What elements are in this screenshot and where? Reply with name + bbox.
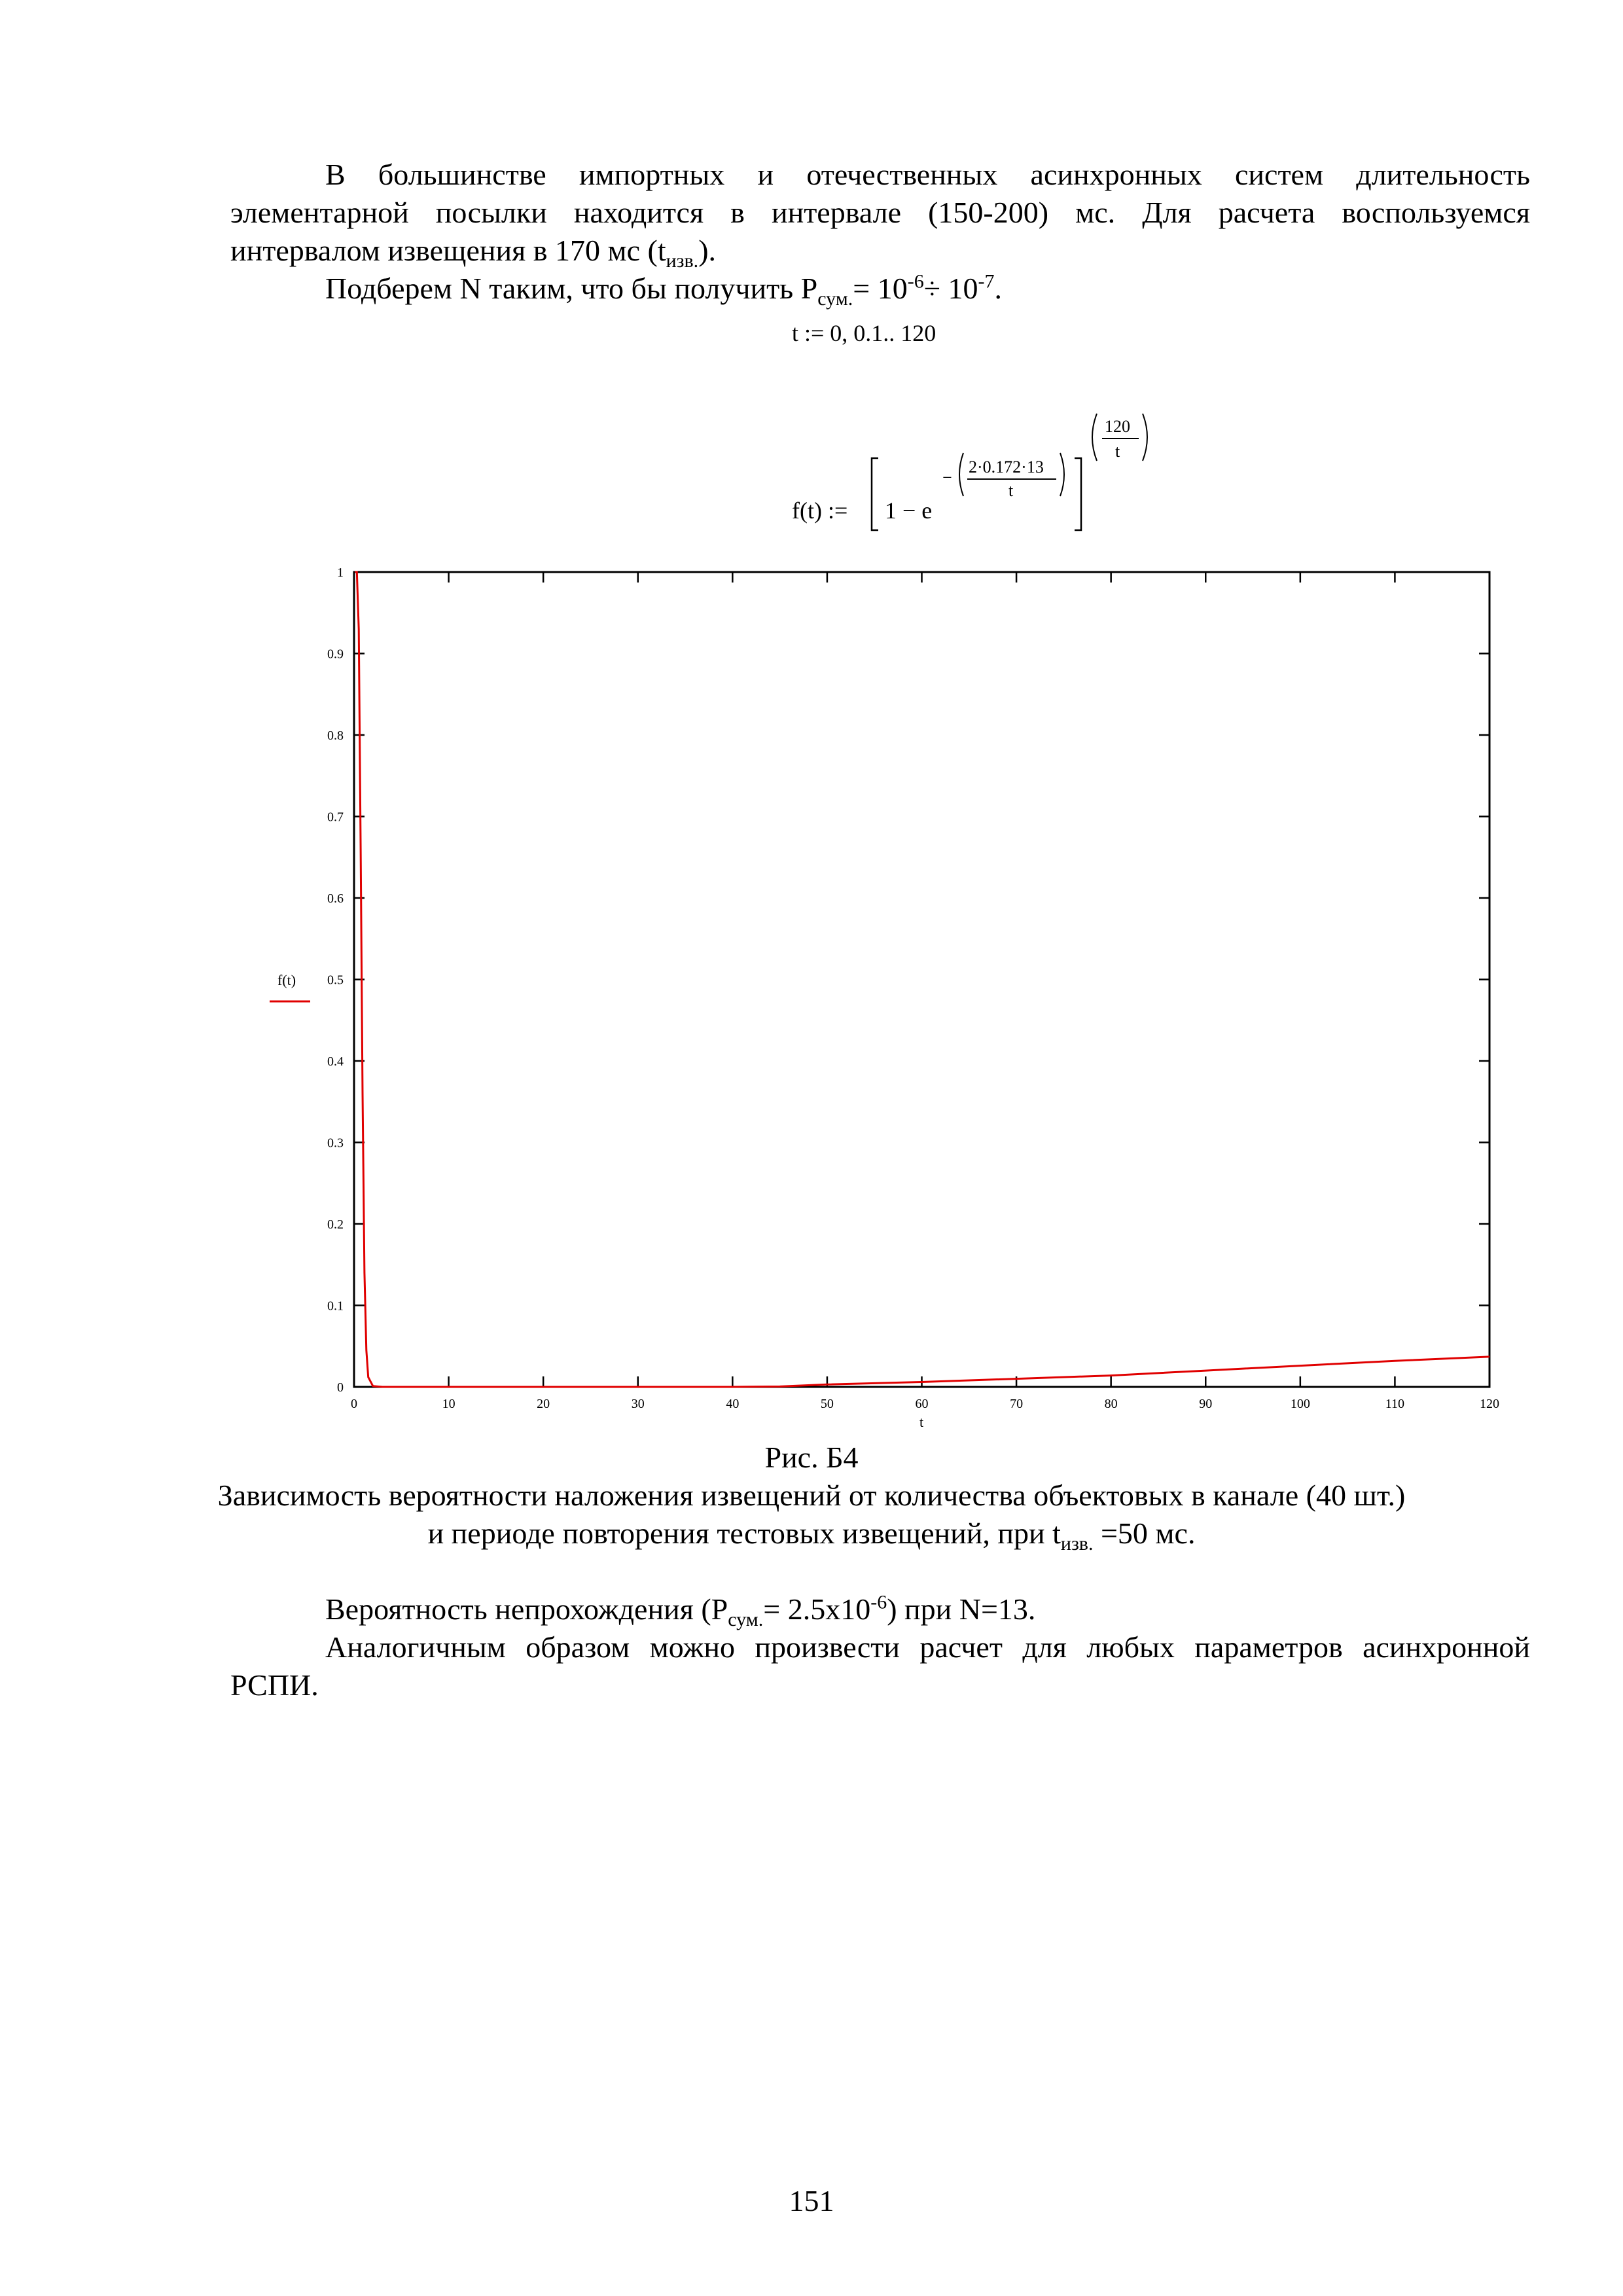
x-tick-label: 60	[915, 1397, 929, 1411]
y-tick-label: 0.5	[327, 973, 344, 988]
y-tick-labels	[327, 565, 344, 1395]
formula-lhs: f(t) :=	[792, 497, 848, 524]
x-tick-label: 10	[442, 1397, 455, 1411]
y-tick-label: 1	[337, 565, 344, 580]
x-tick-label: 120	[1480, 1397, 1499, 1411]
range-definition: t := 0, 0.1.. 120	[792, 320, 936, 346]
paragraph-3: Вероятность непрохождения $(P_{сум.}= 2.5х10^{-6})$ при N=13.	[325, 1591, 1036, 1631]
y-tick-label: 0.2	[327, 1217, 344, 1232]
formula-pow-denominator: t	[1115, 442, 1120, 461]
x-tick-label: 20	[537, 1397, 550, 1411]
formula-exp-minus: −	[942, 468, 952, 487]
figure-caption-title: Рис. Б4	[764, 1441, 859, 1474]
y-tick-label: 0	[337, 1380, 344, 1395]
paragraph-1-line-3: интервалом извещения в 170 мс $(t_{изв.})$.	[230, 234, 717, 272]
x-tick-label: 110	[1385, 1397, 1405, 1411]
plot-ticks	[354, 572, 1489, 1387]
paragraph-4-line-1: Аналогичным образом можно произвести расчет для любых параметров асинхронной	[325, 1630, 1530, 1664]
y-axis-label: f(t)	[277, 972, 296, 988]
figure-caption-line-1: Зависимость вероятности наложения извещений от количества объектовых в канале (40 шт.)	[217, 1479, 1406, 1512]
y-tick-label: 0.9	[327, 647, 344, 662]
x-tick-label: 40	[726, 1397, 740, 1411]
x-tick-label: 0	[351, 1397, 357, 1411]
x-tick-label: 70	[1010, 1397, 1024, 1411]
y-tick-label: 0.7	[327, 810, 344, 825]
series-points	[355, 572, 1489, 1387]
plot-frame	[354, 572, 1489, 1387]
figure-caption-line-2: и периоде повторения тестовых извещений, при $t_{изв.} =50$ мс.	[427, 1516, 1196, 1555]
formula-exp-numerator: 2·0.172·13	[969, 457, 1044, 476]
paragraph-1-line-1: В большинстве импортных и отечественных асинхронных систем длительность	[325, 158, 1530, 191]
x-tick-labels	[351, 1397, 1499, 1411]
x-axis-label: t	[919, 1414, 924, 1430]
x-tick-label: 80	[1104, 1397, 1118, 1411]
x-tick-label: 50	[820, 1397, 834, 1411]
paragraph-2: Подберем N таким, что бы получить $P_{сум.}= 10^{-6}\div 10^{-7}$.	[325, 270, 1002, 310]
paragraph-1-line-2: элементарной посылки находится в интервале (150-200) мс. Для расчета воспользуемся	[230, 196, 1530, 229]
paragraph-4-line-2: РСПИ.	[230, 1668, 319, 1702]
y-tick-label: 0.4	[327, 1054, 344, 1069]
series-line-f	[355, 572, 1489, 1387]
x-tick-label: 100	[1290, 1397, 1310, 1411]
formula-one-minus-e: 1 − e	[885, 497, 933, 524]
y-tick-label: 0.8	[327, 728, 344, 743]
formula-exp-denominator: t	[1008, 481, 1014, 500]
formula-pow-numerator: 120	[1105, 417, 1130, 436]
page-number: 151	[789, 2184, 834, 2217]
y-tick-label: 0.3	[327, 1136, 344, 1151]
y-tick-label: 0.1	[327, 1299, 344, 1314]
x-tick-label: 90	[1199, 1397, 1213, 1411]
y-tick-label: 0.6	[327, 891, 344, 906]
x-tick-label: 30	[631, 1397, 645, 1411]
